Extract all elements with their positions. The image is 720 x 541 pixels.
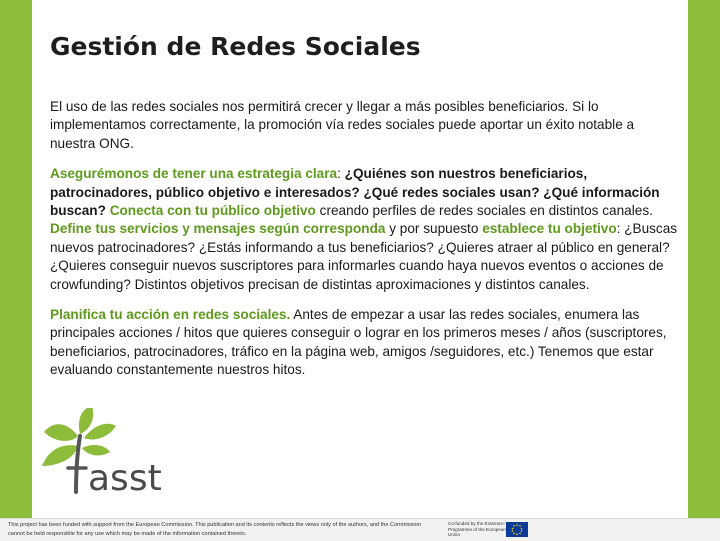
define-heading: Define tus servicios y mensajes según corresponda: [50, 221, 386, 237]
objective-text: : ¿Buscas nuevos patrocinadores? ¿Estás informando a tus beneficiarios? ¿Quieres atraer al público en general? ¿Quieres conseguir nuevos suscriptores para informarles cuando haya nuevos eventos o acciones de crowfunding? Distintos objetivos precisan de distintas aproximaciones y distintos canales.: [50, 221, 678, 292]
plan-paragraph: [50, 306, 680, 380]
strategy-colon: :: [337, 166, 345, 182]
logo-leaf: [82, 445, 110, 455]
footer-disclaimer: This project has been funded with support from the European Commission. This publication and its contents reflects the views only of the authors, and the Commission cannot be held responsible for any use which may be made of the information contained therein.: [8, 522, 421, 537]
connect-text: creando perfiles de redes sociales en distintos canales.: [315, 203, 653, 219]
page-title: Gestión de Redes Sociales: [50, 32, 421, 61]
logo-leaf: [44, 424, 78, 441]
eu-caption: Co-funded by the Erasmus+ Programme of the European Union: [448, 521, 506, 537]
intro-paragraph: El uso de las redes sociales nos permitirá crecer y llegar a más posibles beneficiarios. Si lo implementamos correctamente, la promoción vía redes sociales puede aportar un éxito notable a nuestra ONG.: [50, 99, 635, 151]
eu-flag-icon: [506, 522, 528, 537]
logo-leaf: [42, 445, 78, 466]
strategy-questions: ¿Quiénes son nuestros beneficiarios, patrocinadores, público objetivo e interesados? ¿Qué redes sociales usan? ¿Qué información buscan?: [50, 166, 660, 219]
fasst-logo: [36, 408, 166, 498]
connect-heading: Conecta con tu público objetivo: [109, 203, 316, 219]
left-accent-bar: [0, 0, 32, 518]
plan-text: Antes de empezar a usar las redes sociales, enumera las principales acciones / hitos que quieres conseguir o lograr en los primeros meses / años (suscriptores, beneficiarios, patrocinadores, tráfico en la página web, amigos /seguidores, etc.) Tenemos que estar evaluando constantemente nuestros hitos.: [50, 307, 667, 378]
content-body: [50, 98, 680, 392]
logo-text: asst: [88, 458, 162, 498]
define-text: y por supuesto: [385, 221, 483, 237]
logo-stem: [76, 436, 80, 492]
plan-heading: Planifica tu acción en redes sociales.: [50, 307, 291, 323]
objective-heading: establece tu objetivo: [482, 221, 617, 237]
right-accent-bar: [688, 0, 720, 518]
logo-leaf: [79, 408, 93, 434]
strategy-paragraph: [50, 165, 680, 294]
strategy-heading: Asegurémonos de tener una estrategia clara: [50, 166, 338, 182]
footer: [0, 518, 720, 541]
